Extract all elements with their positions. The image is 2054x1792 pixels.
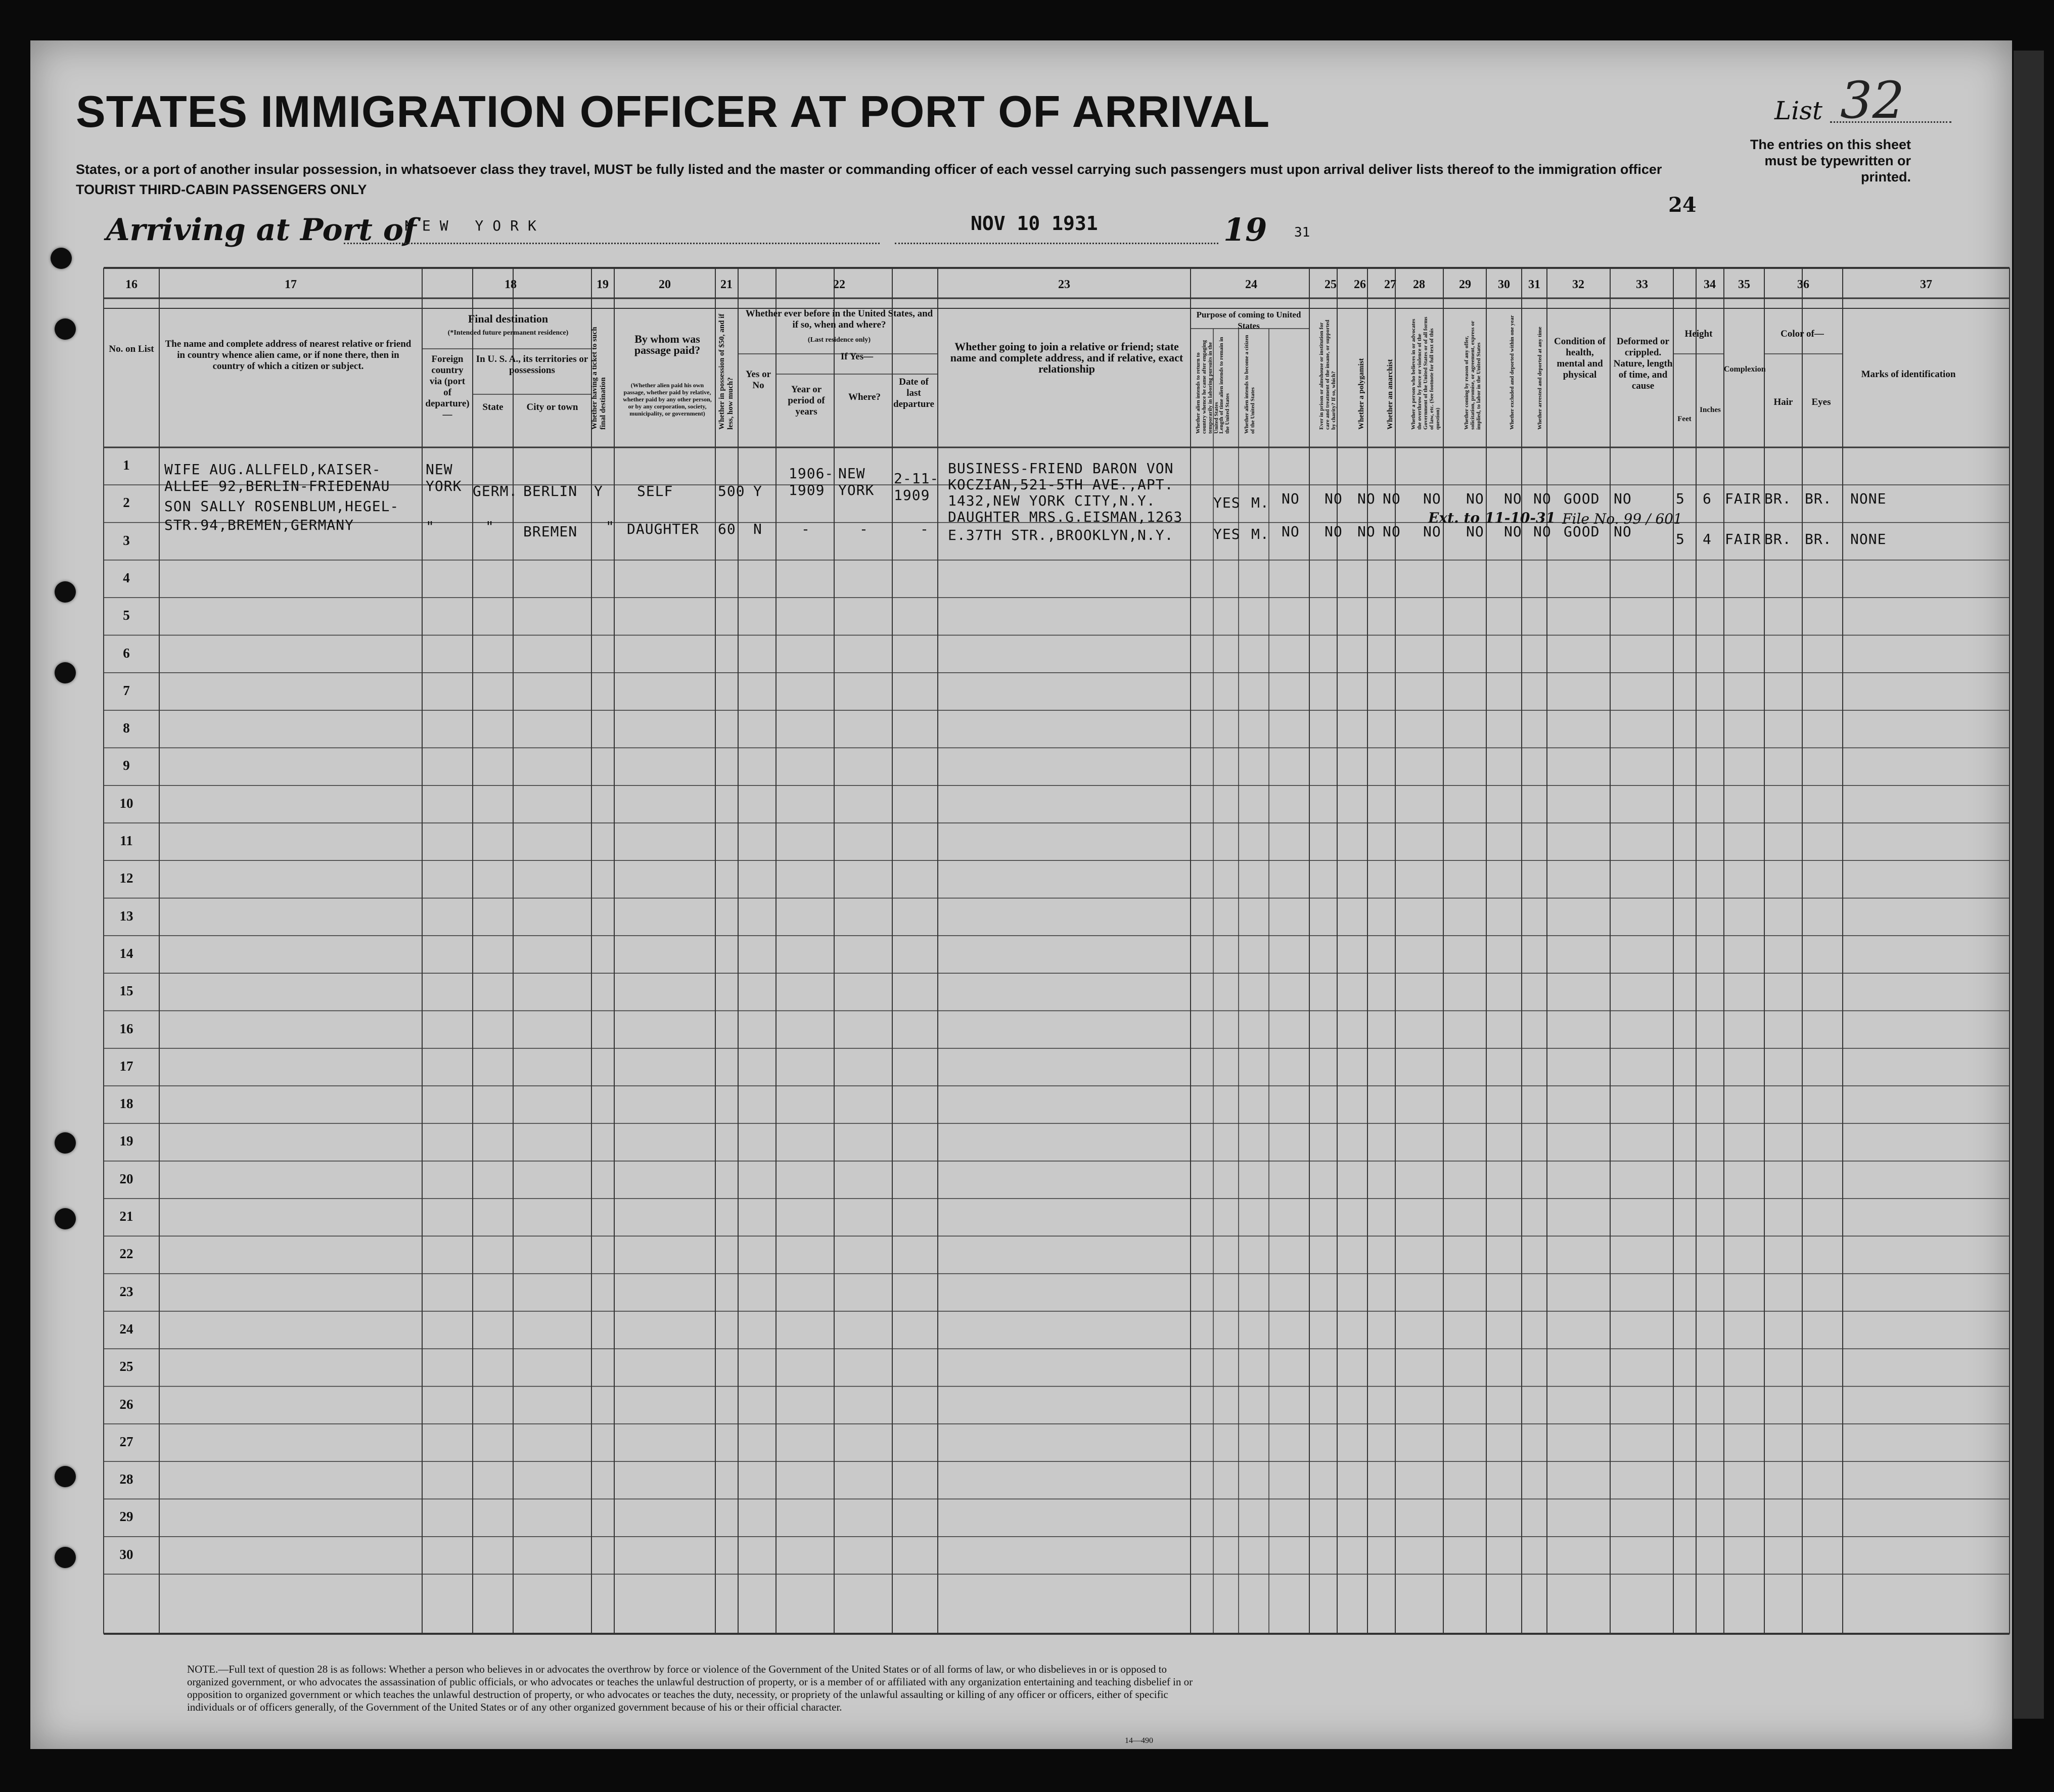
row-number: 29 xyxy=(119,1509,133,1525)
entry-1-complexion: FAIR xyxy=(1725,490,1761,507)
column-number: 32 xyxy=(1572,278,1584,291)
entry-2-arrested: NO xyxy=(1533,523,1551,540)
entry-1-feet: 5 xyxy=(1676,490,1685,507)
header-possession-money: Whether in possession of $50, and if less, how much? xyxy=(718,313,735,430)
entry-1-anarchist: NO xyxy=(1383,490,1401,507)
row-number: 26 xyxy=(119,1396,133,1412)
entry-2-joining-line2: E.37TH STR.,BROOKLYN,N.Y. xyxy=(948,527,1174,543)
header-eyes: Eyes xyxy=(1811,397,1831,407)
entry-2-hair: BR. xyxy=(1764,531,1792,547)
entry-1-city: BERLIN xyxy=(523,483,578,499)
column-number: 30 xyxy=(1498,278,1510,291)
row-number: 12 xyxy=(119,870,133,886)
header-purpose-a: Whether alien intends to return to country whence he came after engaging temporarily in laboring pursuits in the United States xyxy=(1195,340,1219,434)
column-number: 20 xyxy=(659,278,671,291)
header-purpose-b: Length of time alien intends to remain in the United States xyxy=(1218,337,1230,434)
column-number: 23 xyxy=(1058,278,1070,291)
entry-1-ever-before: Y xyxy=(753,483,762,499)
row-number: 25 xyxy=(119,1359,133,1374)
list-label: List xyxy=(1774,96,1822,125)
column-number: 27 xyxy=(1384,278,1396,291)
entry-2-last-departure: - xyxy=(920,521,929,537)
sheet-number: 24 xyxy=(1668,193,1697,217)
column-number: 36 xyxy=(1797,278,1809,291)
entry-1-foreign-country-2: YORK xyxy=(426,478,462,494)
row-number: 23 xyxy=(119,1283,133,1299)
header-yes-no: Yes or No xyxy=(745,369,771,391)
row-number: 24 xyxy=(119,1321,133,1337)
entry-2-joining-line1: DAUGHTER MRS.G.EISMAN,1263 xyxy=(948,509,1183,525)
row-number: 17 xyxy=(119,1058,133,1074)
header-city: City or town xyxy=(526,402,578,412)
entry-2-excluded: NO xyxy=(1504,523,1522,540)
header-prison: Ever in prison or almshouse or institution for care and treatment of the insane, or supported by charity? If so, which? xyxy=(1318,319,1337,430)
entry-1-joining-line2: KOCZIAN,521-5TH AVE.,APT. xyxy=(948,476,1174,493)
entry-2-prison: NO xyxy=(1325,523,1343,540)
column-number: 19 xyxy=(597,278,609,291)
row-number: 7 xyxy=(123,682,130,698)
entry-2-foreign-country: " xyxy=(426,518,435,535)
entry-2-relative-line2: STR.94,BREMEN,GERMANY xyxy=(164,517,354,533)
entry-1-excluded: NO xyxy=(1504,490,1522,507)
row-number: 16 xyxy=(119,1021,133,1036)
year-prefix: 19 xyxy=(1223,211,1267,248)
entry-1-condition: GOOD xyxy=(1564,490,1600,507)
column-number: 33 xyxy=(1636,278,1648,291)
header-date-departure: Date of last departure xyxy=(893,377,934,409)
arriving-label: Arriving at Port of xyxy=(106,212,417,248)
row-number: 30 xyxy=(119,1546,133,1562)
port-value: NEW YORK xyxy=(404,217,545,234)
row-number: 14 xyxy=(119,945,133,961)
header-excluded: Whether excluded and deported within one year xyxy=(1509,315,1515,430)
entry-1-relative-line2: ALLEE 92,BERLIN-FRIEDENAU xyxy=(164,478,390,494)
entry-2-ticket: " xyxy=(606,518,615,535)
row-number: 28 xyxy=(119,1472,133,1487)
header-year-period: Year or period of years xyxy=(788,384,825,417)
column-number: 18 xyxy=(505,278,517,291)
header-ticket: Whether having a ticket to such final destination xyxy=(590,327,607,430)
header-where: Where? xyxy=(848,392,881,402)
header-ever-before: Whether ever before in the United States, and if so, when and where? xyxy=(745,308,933,330)
header-passage-paid-note: (Whether alien paid his own passage, whether paid by relative, whether paid by any other person, or by any corporation, society, municipality, or government) xyxy=(623,382,712,417)
row-number: 2 xyxy=(123,495,130,511)
row-number: 8 xyxy=(123,720,130,736)
entry-1-passage: SELF xyxy=(637,483,673,499)
column-number: 31 xyxy=(1528,278,1540,291)
header-arrested: Whether arrested and deported at any time xyxy=(1537,327,1543,430)
entry-2-period: - xyxy=(801,521,810,537)
header-final-destination-note: (*Intended future permanent residence) xyxy=(447,329,569,337)
header-complexion: Complexion xyxy=(1724,365,1766,374)
entry-2-marks: NONE xyxy=(1850,531,1887,547)
row-number: 1 xyxy=(123,457,130,473)
header-feet: Feet xyxy=(1677,415,1692,423)
entry-1-eyes: BR. xyxy=(1805,490,1832,507)
row-number: 5 xyxy=(123,608,130,623)
row-number: 21 xyxy=(119,1209,133,1224)
header-height: Height xyxy=(1684,329,1713,339)
entry-1-length: M. xyxy=(1251,494,1269,511)
entry-2-overthrow: NO xyxy=(1423,523,1441,540)
entry-1-prison: NO xyxy=(1325,490,1343,507)
entry-2-complexion: FAIR xyxy=(1725,531,1761,547)
instructions-line: States, or a port of another insular possession, in whatsoever class they travel, MUST be fully listed and the master or commanding officer of each vessel carrying such passengers must upon arrival deliver lists thereof to the immigration officer xyxy=(76,162,1662,177)
entry-2-feet: 5 xyxy=(1676,531,1685,547)
entry-2-deformed: NO xyxy=(1614,523,1632,540)
row-number: 9 xyxy=(123,758,130,773)
header-anarchist: Whether an anarchist xyxy=(1386,359,1394,430)
entry-2-eyes: BR. xyxy=(1805,531,1832,547)
entry-1-last-departure: 2-11- 1909 xyxy=(894,470,939,503)
header-condition: Condition of health, mental and physical xyxy=(1554,336,1606,380)
list-number: 32 xyxy=(1840,71,1905,130)
entry-2-relative-line1: SON SALLY ROSENBLUM,HEGEL- xyxy=(164,498,399,515)
row-number: 22 xyxy=(119,1246,133,1262)
row-number: 15 xyxy=(119,983,133,999)
entry-2-inches: 4 xyxy=(1703,531,1712,547)
entry-2-remain: NO xyxy=(1282,523,1300,540)
entry-1-overthrow: NO xyxy=(1423,490,1441,507)
entry-2-state: " xyxy=(485,518,494,535)
header-hair: Hair xyxy=(1773,397,1793,407)
entry-1-purpose: YES xyxy=(1213,494,1241,511)
row-number: 27 xyxy=(119,1434,133,1449)
row-number: 3 xyxy=(123,532,130,548)
header-marks: Marks of identification xyxy=(1861,369,1956,380)
entry-2-condition: GOOD xyxy=(1564,523,1600,540)
footnote-question-28: NOTE.—Full text of question 28 is as follows: Whether a person who believes in or advocates the overthrow by force or violence of the Government of the United States or of all forms of law, or who disbelieves in or is opposed to organized government, or who advocates the assassination of public officials, or who advocates or teaches the unlawful destruction of property, or is a member of or affiliated with any organization entertaining and teaching disbelief in or opposition to organized government or which teaches the unlawful destruction of property, or who advocates or teaches the duty, necessity, or propriety of the unlawful assaulting or killing of any officer or officers, either of specific individuals or of officers generally, of the Government of the United States or of any other organized government because of his or their official character. xyxy=(187,1663,1193,1713)
header-purpose: Purpose of coming to United States xyxy=(1196,310,1301,331)
entry-2-polygamist: NO xyxy=(1357,523,1376,540)
handwritten-file-no: File No. 99 / 601 xyxy=(1562,511,1682,527)
entry-2-ever-before: N xyxy=(753,521,762,537)
entry-2-city: BREMEN xyxy=(523,523,578,540)
form-number: 14—490 xyxy=(1125,1736,1153,1745)
header-passage-paid: By whom was passage paid? xyxy=(634,333,701,356)
arrival-date-stamp: NOV 10 1931 xyxy=(971,212,1098,235)
column-number: 25 xyxy=(1325,278,1337,291)
column-number: 29 xyxy=(1459,278,1471,291)
column-number: 26 xyxy=(1354,278,1366,291)
row-number: 4 xyxy=(123,570,130,585)
page-title: STATES IMMIGRATION OFFICER AT PORT OF ARRIVAL xyxy=(76,86,1270,136)
entry-2-anarchist: NO xyxy=(1383,523,1401,540)
column-number: 16 xyxy=(125,278,138,291)
header-final-destination: Final destination xyxy=(468,312,549,325)
entry-1-where: NEW YORK xyxy=(838,465,875,498)
header-overthrow: Whether a person who believes in or advocates the overthrow by force or violence of the Government of the United States or of all forms of law, etc. (See footnote for full text of this question) xyxy=(1410,316,1441,430)
header-if-yes: If Yes— xyxy=(840,351,874,362)
entry-2-length: M. xyxy=(1251,526,1269,542)
header-purpose-c: Whether alien intends to become a citizen of the United States xyxy=(1244,335,1256,434)
entry-1-joining-line1: BUSINESS-FRIEND BARON VON xyxy=(948,460,1174,477)
header-organization: Whether coming by reason of any offer, solicitation, promise, or agreement, express or implied, to labor in the United States xyxy=(1464,320,1482,430)
row-number: 10 xyxy=(119,795,133,811)
header-joining-relative: Whether going to join a relative or friend; state name and complete address, and if relative, exact relationship xyxy=(950,340,1183,375)
entry-1-joining-line3: 1432,NEW YORK CITY,N.Y. xyxy=(948,492,1156,509)
entry-1-marks: NONE xyxy=(1850,490,1887,507)
header-polygamist: Whether a polygamist xyxy=(1357,358,1365,430)
header-foreign-country: Foreign country via (port of departure)— xyxy=(425,354,470,420)
entry-1-ticket: Y xyxy=(594,483,603,499)
column-number: 22 xyxy=(833,278,845,291)
column-number: 34 xyxy=(1704,278,1716,291)
entry-2-organization: NO xyxy=(1466,523,1484,540)
entry-1-foreign-country-1: NEW xyxy=(426,461,453,478)
header-inches: Inches xyxy=(1700,406,1721,414)
row-number: 20 xyxy=(119,1171,133,1186)
header-nearest-relative: The name and complete address of nearest relative or friend in country whence alien came, or if none there, then in country of which a citizen or subject. xyxy=(165,339,412,372)
entry-1-relative-line1: WIFE AUG.ALLFELD,KAISER- xyxy=(164,461,381,478)
row-number: 6 xyxy=(123,645,130,661)
list-note: The entries on this sheet must be typewritten or printed. xyxy=(1750,137,1911,185)
header-deformed: Deformed or crippled. Nature, length of time, and cause xyxy=(1613,336,1673,391)
entry-2-where: - xyxy=(859,521,869,537)
column-number: 35 xyxy=(1738,278,1750,291)
row-number: 11 xyxy=(120,833,133,848)
entry-2-purpose: YES xyxy=(1213,526,1241,542)
entry-2-money: 60 xyxy=(718,521,736,537)
entry-1-deformed: NO xyxy=(1614,490,1632,507)
entry-1-inches: 6 xyxy=(1703,490,1712,507)
entry-1-organization: NO xyxy=(1466,490,1484,507)
entry-1-polygamist: NO xyxy=(1357,490,1376,507)
entry-1-period: 1906- 1909 xyxy=(789,465,834,498)
class-line: TOURIST THIRD-CABIN PASSENGERS ONLY xyxy=(76,182,367,197)
entry-1-money: 500 xyxy=(718,483,745,499)
header-no-on-list: No. on List xyxy=(109,344,154,354)
entry-1-state: GERM. xyxy=(473,483,518,499)
year-suffix: 31 xyxy=(1294,225,1310,240)
entry-1-hair: BR. xyxy=(1764,490,1792,507)
header-last-residence: (Last residence only) xyxy=(807,336,871,344)
column-number: 28 xyxy=(1413,278,1425,291)
header-color-of: Color of— xyxy=(1781,329,1824,339)
entry-1-remain: NO xyxy=(1282,490,1300,507)
header-state: State xyxy=(482,402,504,412)
column-number: 24 xyxy=(1245,278,1257,291)
handwritten-ext-note: Ext. to 11-10-31 xyxy=(1428,510,1556,526)
entry-1-arrested: NO xyxy=(1533,490,1551,507)
column-number: 17 xyxy=(285,278,297,291)
entry-2-passage: DAUGHTER xyxy=(627,521,699,537)
row-number: 19 xyxy=(119,1133,133,1149)
column-number: 37 xyxy=(1920,278,1932,291)
row-number: 18 xyxy=(119,1096,133,1112)
row-number: 13 xyxy=(119,908,133,924)
header-in-usa: In U. S. A., its territories or possessions xyxy=(476,354,588,376)
column-number: 21 xyxy=(720,278,733,291)
